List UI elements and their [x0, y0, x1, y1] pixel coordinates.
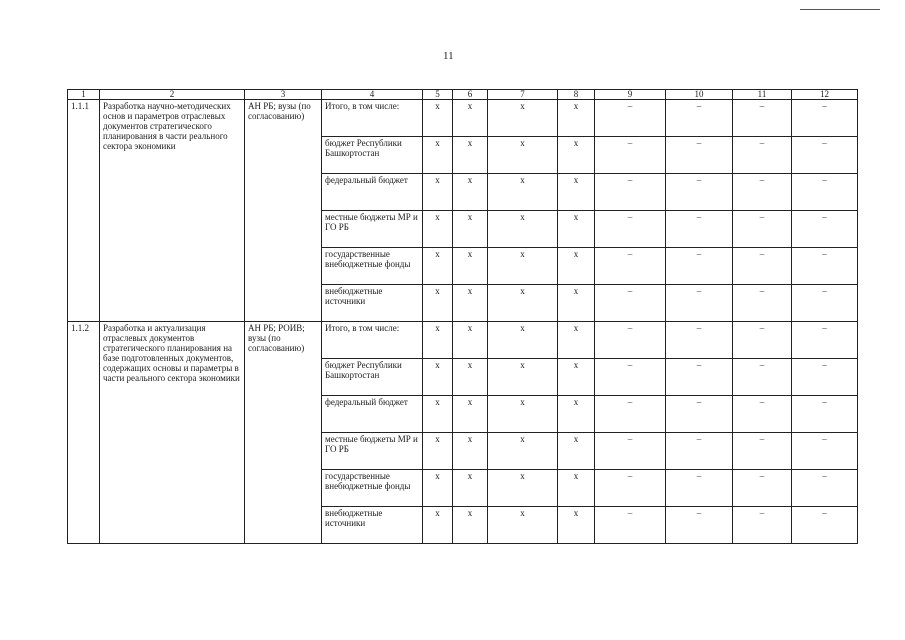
value-cell: – — [666, 174, 733, 211]
value-cell: – — [666, 285, 733, 322]
value-cell: – — [733, 322, 792, 359]
value-cell: – — [595, 100, 666, 137]
value-cell: – — [733, 248, 792, 285]
value-cell: х — [453, 100, 488, 137]
value-cell: – — [666, 322, 733, 359]
funding-source: государственные внебюджетные фонды — [322, 470, 423, 507]
value-cell: х — [488, 470, 558, 507]
value-cell: х — [453, 137, 488, 174]
value-cell: – — [595, 322, 666, 359]
value-cell: х — [488, 396, 558, 433]
value-cell: х — [558, 470, 595, 507]
value-cell: х — [488, 507, 558, 544]
value-cell: – — [733, 100, 792, 137]
value-cell: – — [792, 470, 858, 507]
measure-code: 1.1.1 — [68, 100, 100, 322]
page-number: 11 — [443, 50, 454, 62]
funding-source: бюджет Республики Башкортостан — [322, 137, 423, 174]
value-cell: х — [488, 211, 558, 248]
value-cell: х — [558, 396, 595, 433]
funding-source: внебюджетные источники — [322, 285, 423, 322]
value-cell: – — [666, 211, 733, 248]
value-cell: х — [488, 322, 558, 359]
value-cell: х — [423, 396, 453, 433]
value-cell: х — [453, 470, 488, 507]
funding-source: государственные внебюджетные фонды — [322, 248, 423, 285]
value-cell: – — [666, 248, 733, 285]
value-cell: х — [488, 137, 558, 174]
funding-source: федеральный бюджет — [322, 174, 423, 211]
value-cell: х — [453, 322, 488, 359]
value-cell: – — [792, 322, 858, 359]
value-cell: х — [423, 100, 453, 137]
value-cell: – — [733, 433, 792, 470]
value-cell: х — [453, 433, 488, 470]
value-cell: х — [423, 470, 453, 507]
table-row — [68, 100, 858, 137]
value-cell: х — [558, 100, 595, 137]
value-cell: – — [595, 470, 666, 507]
value-cell: – — [792, 137, 858, 174]
value-cell: – — [792, 507, 858, 544]
value-cell: – — [792, 285, 858, 322]
top-right-rule — [800, 9, 880, 10]
value-cell: х — [558, 137, 595, 174]
value-cell: х — [558, 359, 595, 396]
funding-table — [67, 89, 858, 544]
value-cell: х — [423, 137, 453, 174]
measure-executor: АН РБ; вузы (по согласованию) — [245, 100, 322, 322]
value-cell: – — [733, 174, 792, 211]
value-cell: – — [792, 248, 858, 285]
table-row — [68, 322, 858, 359]
value-cell: х — [453, 174, 488, 211]
funding-source: местные бюджеты МР и ГО РБ — [322, 433, 423, 470]
value-cell: х — [423, 322, 453, 359]
value-cell: х — [423, 433, 453, 470]
value-cell: – — [595, 248, 666, 285]
value-cell: х — [558, 174, 595, 211]
value-cell: х — [423, 507, 453, 544]
value-cell: х — [558, 433, 595, 470]
value-cell: – — [666, 507, 733, 544]
column-number-row — [68, 90, 858, 100]
value-cell: х — [558, 211, 595, 248]
value-cell: – — [595, 137, 666, 174]
value-cell: – — [733, 507, 792, 544]
value-cell: – — [595, 433, 666, 470]
value-cell: х — [488, 174, 558, 211]
value-cell: – — [595, 359, 666, 396]
value-cell: х — [423, 211, 453, 248]
column-number: 7 — [488, 90, 558, 100]
funding-source: внебюджетные источники — [322, 507, 423, 544]
value-cell: х — [488, 100, 558, 137]
value-cell: х — [488, 433, 558, 470]
value-cell: – — [733, 470, 792, 507]
value-cell: х — [423, 248, 453, 285]
funding-source: федеральный бюджет — [322, 396, 423, 433]
value-cell: – — [733, 137, 792, 174]
value-cell: х — [453, 211, 488, 248]
value-cell: х — [453, 507, 488, 544]
value-cell: х — [453, 285, 488, 322]
column-number: 4 — [322, 90, 423, 100]
value-cell: – — [792, 359, 858, 396]
column-number: 9 — [595, 90, 666, 100]
value-cell: – — [666, 137, 733, 174]
column-number: 2 — [100, 90, 245, 100]
value-cell: х — [558, 285, 595, 322]
measure-executor: АН РБ; РОИВ; вузы (по согласованию) — [245, 322, 322, 544]
value-cell: – — [666, 359, 733, 396]
value-cell: – — [733, 285, 792, 322]
value-cell: х — [423, 285, 453, 322]
funding-source: местные бюджеты МР и ГО РБ — [322, 211, 423, 248]
value-cell: х — [488, 248, 558, 285]
value-cell: – — [595, 507, 666, 544]
column-number: 5 — [423, 90, 453, 100]
value-cell: – — [595, 211, 666, 248]
column-number: 10 — [666, 90, 733, 100]
value-cell: х — [558, 322, 595, 359]
value-cell: – — [666, 433, 733, 470]
value-cell: х — [488, 359, 558, 396]
value-cell: х — [453, 359, 488, 396]
column-number: 6 — [453, 90, 488, 100]
measure-title: Разработка и актуализация отраслевых документов стратегического планирования на базе подготовленных документов, содержащих основы и параметры в части реального сектора экономики — [100, 322, 245, 544]
column-number: 3 — [245, 90, 322, 100]
value-cell: – — [666, 396, 733, 433]
value-cell: – — [595, 285, 666, 322]
value-cell: х — [488, 285, 558, 322]
funding-source: Итого, в том числе: — [322, 100, 423, 137]
measure-title: Разработка научно-методических основ и параметров отраслевых документов стратегического планирования в части реального сектора экономики — [100, 100, 245, 322]
value-cell: – — [792, 100, 858, 137]
value-cell: – — [792, 396, 858, 433]
value-cell: х — [423, 359, 453, 396]
column-number: 1 — [68, 90, 100, 100]
value-cell: – — [595, 396, 666, 433]
value-cell: – — [792, 174, 858, 211]
value-cell: х — [423, 174, 453, 211]
value-cell: – — [733, 211, 792, 248]
value-cell: – — [792, 211, 858, 248]
value-cell: – — [666, 470, 733, 507]
value-cell: – — [792, 433, 858, 470]
funding-source: Итого, в том числе: — [322, 322, 423, 359]
funding-source: бюджет Республики Башкортостан — [322, 359, 423, 396]
value-cell: х — [453, 248, 488, 285]
column-number: 12 — [792, 90, 858, 100]
value-cell: – — [733, 396, 792, 433]
column-number: 11 — [733, 90, 792, 100]
value-cell: х — [558, 248, 595, 285]
value-cell: – — [733, 359, 792, 396]
column-number: 8 — [558, 90, 595, 100]
value-cell: – — [666, 100, 733, 137]
value-cell: – — [595, 174, 666, 211]
measure-code: 1.1.2 — [68, 322, 100, 544]
value-cell: х — [453, 396, 488, 433]
value-cell: х — [558, 507, 595, 544]
